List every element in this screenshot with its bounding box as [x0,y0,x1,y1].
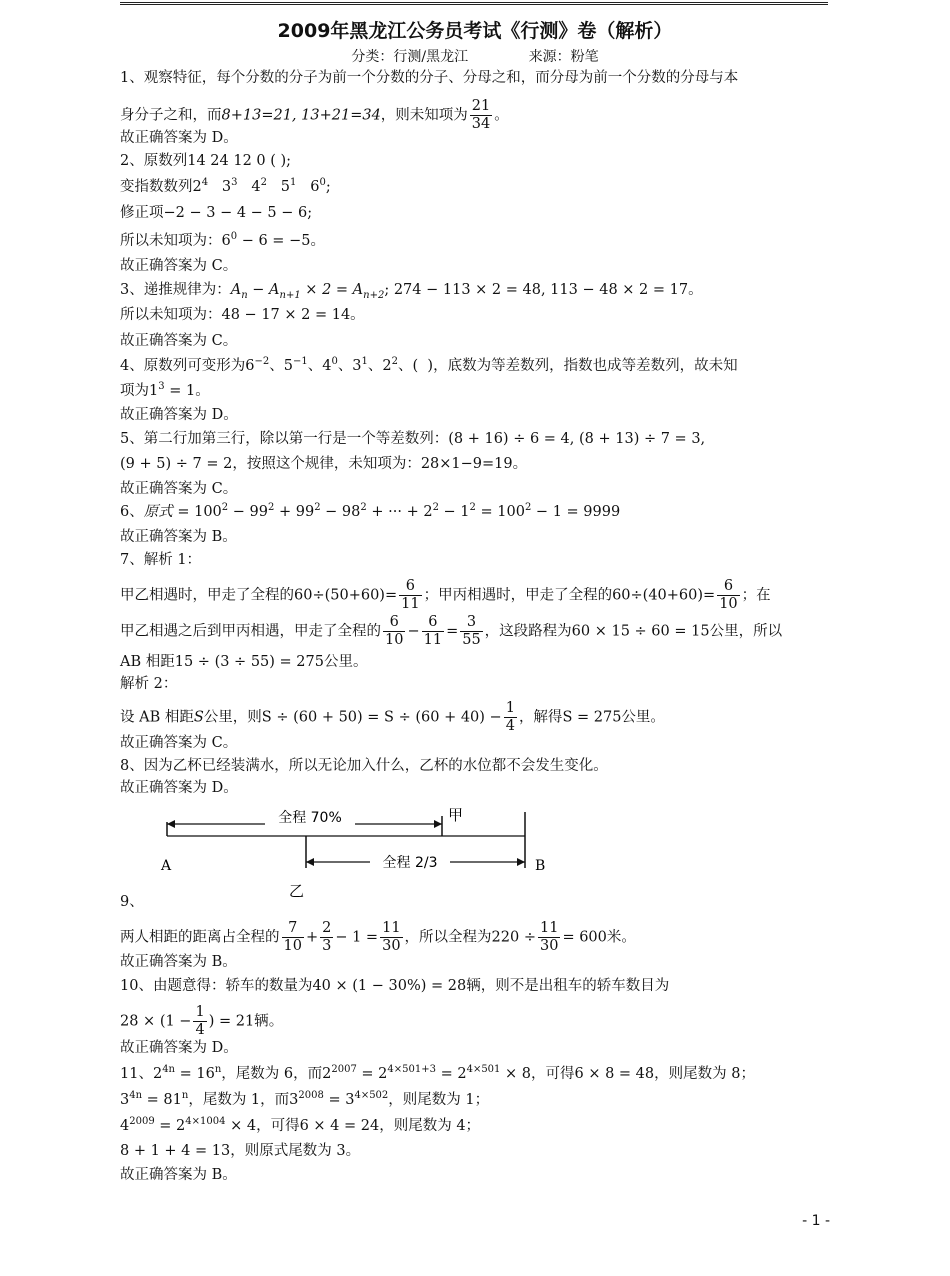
q11-answer: 故正确答案为 B。 [120,1167,237,1183]
q10-answer: 故正确答案为 D。 [120,1040,238,1056]
q4-line-1: 4、原数列可变形为$6^{-2}$、$5^{-1}$、$4^0$、$3^1$、$2^2$、( )，底数为等差数列，指数也成等差数列，故未知 [120,356,738,374]
q7-line-4: AB 相距15 ÷ (3 ÷ 55) = 275公里。 [120,654,368,670]
diagram-arrowhead-right-top [434,820,442,828]
q8-answer: 故正确答案为 D。 [120,780,238,796]
q7-line-5: 解析 2： [120,676,178,692]
q11-line-2: $3^{4n} = 81^n$，尾数为 1，而$3^{2008} = 3^{4\times 502}$，则尾数为 1； [120,1090,490,1108]
q1-fraction: $\frac{21}{34}$ [471,98,491,132]
q2-line-1: 2、原数列14 24 12 0 ( ); [120,153,292,169]
diagram-label-b: B [535,858,546,874]
q5-line-1: 5、第二行加第三行，除以第一行是一个等差数列：(8 + 16) ÷ 6 = 4, (8 + 13) ÷ 7 = 3, [120,431,706,447]
q7-line-2: 甲乙相遇时，甲走了全程的60÷(50+60)= $\frac{6}{11}$ ；甲丙相遇时，甲走了全程的60÷(40+60)= $\frac{6}{10}$ ；在 [120,578,771,612]
page-title: 2009年黑龙江公务员考试《行测》卷（解析） [277,20,673,42]
q5-line-2: (9 + 5) ÷ 7 = 2，按照这个规律，未知项为：28×1−9=19。 [120,456,528,472]
q2-line-4: 所以未知项为：$6^0 - 6 = -5$。 [120,231,325,249]
q7-answer: 故正确答案为 C。 [120,735,238,751]
diagram-label-yi: 乙 [289,882,305,900]
diagram-arrowhead-right-bottom [517,858,525,866]
q2-line-3: 修正项−2 − 3 − 4 − 5 − 6; [120,205,313,221]
q6-line-1: 6、原式 = $100^2 - 99^2 + 99^2 - 98^2$ + ··· + $2^2 - 1^2 = 100^2 - 1 = 9999$ [120,502,621,520]
q9-answer: 故正确答案为 B。 [120,954,237,970]
q1-answer: 故正确答案为 D。 [120,130,238,146]
q7-line-3: 甲乙相遇之后到甲丙相遇，甲走了全程的 $\frac{6}{10}$ − $\frac{6}{11}$ = $\frac{3}{55}$ ，这段路程为60 × 15 ÷ 60 = 15公里，所以 [120,614,783,648]
q6-answer: 故正确答案为 B。 [120,529,237,545]
q11-line-3: $4^{2009} = 2^{4\times 1004} \times 4$，可得6 × 4 = 24，则尾数为 4； [120,1116,481,1134]
q4-answer: 故正确答案为 D。 [120,407,238,423]
q3-line-2: 所以未知项为：48 − 17 × 2 = 14。 [120,307,365,323]
q1-line-1: 1、观察特征，每个分数的分子为前一个分数的分子、分母之和，而分母为前一个分数的分母与本 [120,70,739,86]
page-meta [0,46,950,66]
diagram-label-top: 全程 70% [278,810,342,826]
q7-line-1: 7、解析 1： [120,552,202,568]
q11-line-1: 11、$2^{4n} = 16^n$，尾数为 6，而$2^{2007} = 2^{4\times 501+3} = 2^{4\times 501} \times 8$，可得6 × 8 = 48，则尾数为 8； [120,1064,755,1082]
q2-answer: 故正确答案为 C。 [120,258,238,274]
q1-line-2: 身分子之和，而8+13=21, 13+21=34，则未知项为 $\frac{21}{34}$ 。 [120,98,509,132]
q4-line-2: 项为$1^3 = 1$。 [120,381,210,399]
q2-line-2: 变指数数列$2^4$ $3^3$ $4^2$ $5^1$ $6^0$; [120,177,331,195]
q8-line-1: 8、因为乙杯已经装满水，所以无论加入什么，乙杯的水位都不会发生变化。 [120,758,608,774]
distance-diagram [155,802,565,902]
q11-line-4: 8 + 1 + 4 = 13，则原式尾数为 3。 [120,1143,361,1159]
q9-line-2: 两人相距的距离占全程的 $\frac{7}{10}$ + $\frac{2}{3}$ − 1 = $\frac{11}{30}$ ，所以全程为220 ÷ $\frac{11}{30}$ = 600米。 [120,920,636,954]
category-label: 分类：行测/黑龙江 [351,49,469,65]
diagram-label-jia: 甲 [448,806,464,824]
diagram-arrowhead-left-bottom [306,858,314,866]
q3-answer: 故正确答案为 C。 [120,333,238,349]
page-number: - 1 - [802,1213,830,1229]
q9-line-1: 9、 [120,894,144,910]
q3-line-1: 3、递推规律为：$A_n - A_{n+1} \times 2 = A_{n+2}$; 274 − 113 × 2 = 48, 113 − 48 × 2 = 17。 [120,282,703,301]
q10-line-2: 28 × (1 − $\frac{1}{4}$ ) = 21辆。 [120,1004,284,1038]
diagram-arrowhead-left [167,820,175,828]
q5-answer: 故正确答案为 C。 [120,481,238,497]
q10-line-1: 10、由题意得：轿车的数量为40 × (1 − 30%) = 28辆，则不是出租车的轿车数目为 [120,978,670,994]
diagram-label-bottom: 全程 2/3 [382,855,438,871]
diagram-label-a: A [161,858,172,874]
q7-line-6: 设 AB 相距S公里，则S ÷ (60 + 50) = S ÷ (60 + 40) − $\frac{1}{4}$ ，解得S = 275公里。 [120,700,665,734]
top-rule [120,2,828,5]
source-label: 来源：粉笔 [528,49,599,65]
